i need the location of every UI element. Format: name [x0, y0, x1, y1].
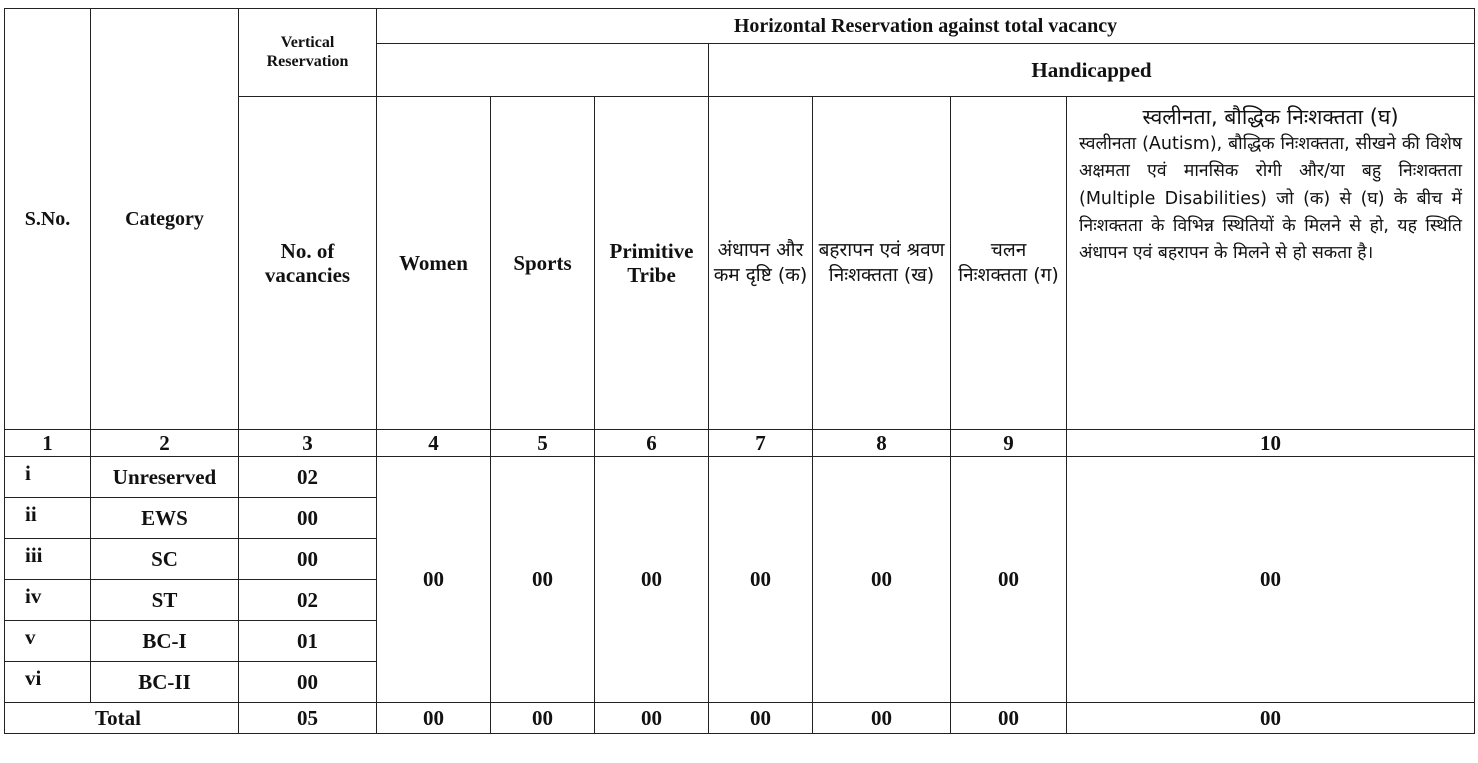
row-category: ST [91, 580, 239, 621]
women-header: Women [377, 97, 491, 430]
column-number: 7 [709, 430, 813, 457]
autism-header [1067, 97, 1475, 430]
total-blind: 00 [709, 703, 813, 734]
row-sno: i [5, 457, 91, 498]
column-number: 6 [595, 430, 709, 457]
column-number: 9 [951, 430, 1067, 457]
row-sno: vi [5, 662, 91, 703]
total-label: Total [5, 703, 239, 734]
total-autism: 00 [1067, 703, 1475, 734]
deaf-value: 00 [813, 457, 951, 703]
locomotor-header: चलन निःशक्तता (ग) [951, 97, 1067, 430]
row-category: EWS [91, 498, 239, 539]
deaf-header: बहरापन एवं श्रवण निःशक्तता (ख) [813, 97, 951, 430]
table-row [5, 457, 1475, 498]
row-vacancies: 00 [239, 662, 377, 703]
row-vacancies: 02 [239, 457, 377, 498]
sports-value: 00 [491, 457, 595, 703]
column-number-row [5, 430, 1475, 457]
total-row [5, 703, 1475, 734]
sports-header: Sports [491, 97, 595, 430]
reservation-table [4, 8, 1475, 734]
row-sno: iv [5, 580, 91, 621]
column-number: 1 [5, 430, 91, 457]
column-number: 10 [1067, 430, 1475, 457]
horizontal-reservation-header: Horizontal Reservation against total vacancy [377, 9, 1475, 44]
blind-header: अंधापन और कम दृष्टि (क) [709, 97, 813, 430]
reservation-sheet [4, 8, 1474, 734]
row-vacancies: 00 [239, 539, 377, 580]
total-sports: 00 [491, 703, 595, 734]
column-number: 4 [377, 430, 491, 457]
primitive-tribe-value: 00 [595, 457, 709, 703]
column-number: 5 [491, 430, 595, 457]
column-number: 3 [239, 430, 377, 457]
total-primitive-tribe: 00 [595, 703, 709, 734]
row-sno: ii [5, 498, 91, 539]
row-sno: v [5, 621, 91, 662]
column-number: 8 [813, 430, 951, 457]
sno-header: S.No. [5, 9, 91, 430]
autism-description: स्वलीनता (Autism), बौद्धिक निःशक्तता, सीखने की विशेष अक्षमता एवं मानसिक रोगी और/या बहु निःशक्तता (Multiple Disabilities) जो (क) से (घ) के बीच में निःशक्तता के विभिन्न स्थितियों के मिलने से हो, यह स्थिति अंधापन एवं बहरापन के मिलने से हो सकता है। [1079, 134, 1463, 263]
row-category: BC-I [91, 621, 239, 662]
row-category: SC [91, 539, 239, 580]
vacancies-header: No. of vacancies [239, 97, 377, 430]
locomotor-value: 00 [951, 457, 1067, 703]
column-number: 2 [91, 430, 239, 457]
handicapped-header: Handicapped [709, 44, 1475, 97]
row-category: BC-II [91, 662, 239, 703]
row-sno: iii [5, 539, 91, 580]
row-category: Unreserved [91, 457, 239, 498]
blind-value: 00 [709, 457, 813, 703]
total-locomotor: 00 [951, 703, 1067, 734]
row-vacancies: 00 [239, 498, 377, 539]
category-header: Category [91, 9, 239, 430]
row-vacancies: 02 [239, 580, 377, 621]
row-vacancies: 01 [239, 621, 377, 662]
primitive-tribe-header: Primitive Tribe [595, 97, 709, 430]
empty-subheader-cell [377, 44, 709, 97]
autism-title: स्वलीनता, बौद्धिक निःशक्तता (घ) [1142, 105, 1399, 129]
total-vacancies: 05 [239, 703, 377, 734]
total-women: 00 [377, 703, 491, 734]
vertical-reservation-header: Vertical Reservation [239, 9, 377, 97]
total-deaf: 00 [813, 703, 951, 734]
autism-value: 00 [1067, 457, 1475, 703]
women-value: 00 [377, 457, 491, 703]
